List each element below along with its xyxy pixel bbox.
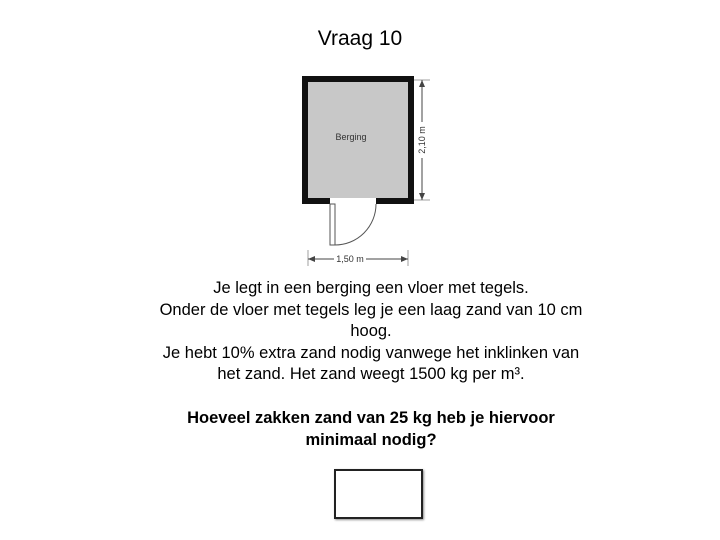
door-leaf: [330, 204, 335, 245]
text-line: Je legt in een berging een vloer met tegels.: [213, 279, 529, 297]
width-label: 1,50 m: [336, 254, 364, 264]
door-opening: [330, 198, 376, 204]
text-line: Onder de vloer met tegels leg je een laag zand van 10 cm: [159, 300, 583, 319]
width-dimension: [308, 250, 408, 266]
floorplan-diagram: [290, 72, 440, 272]
question-line: minimaal nodig?: [305, 430, 437, 449]
height-dimension: [414, 80, 430, 200]
text-line: Je hebt 10% extra zand nodig vanwege het inklinken van: [162, 343, 580, 362]
text-line: hoog.: [350, 322, 392, 340]
problem-text: [130, 278, 612, 386]
door-swing-arc: [335, 204, 376, 245]
height-label: 2,10 m: [417, 126, 427, 154]
room-label: Berging: [335, 132, 367, 142]
text-line: het zand. Het zand weegt 1500 kg per m³.: [217, 365, 525, 383]
answer-box[interactable]: [334, 469, 423, 519]
question-text: [150, 408, 592, 451]
slide-title: Vraag 10: [317, 27, 403, 50]
question-line: Hoeveel zakken zand van 25 kg heb je hiervoor: [187, 409, 555, 427]
